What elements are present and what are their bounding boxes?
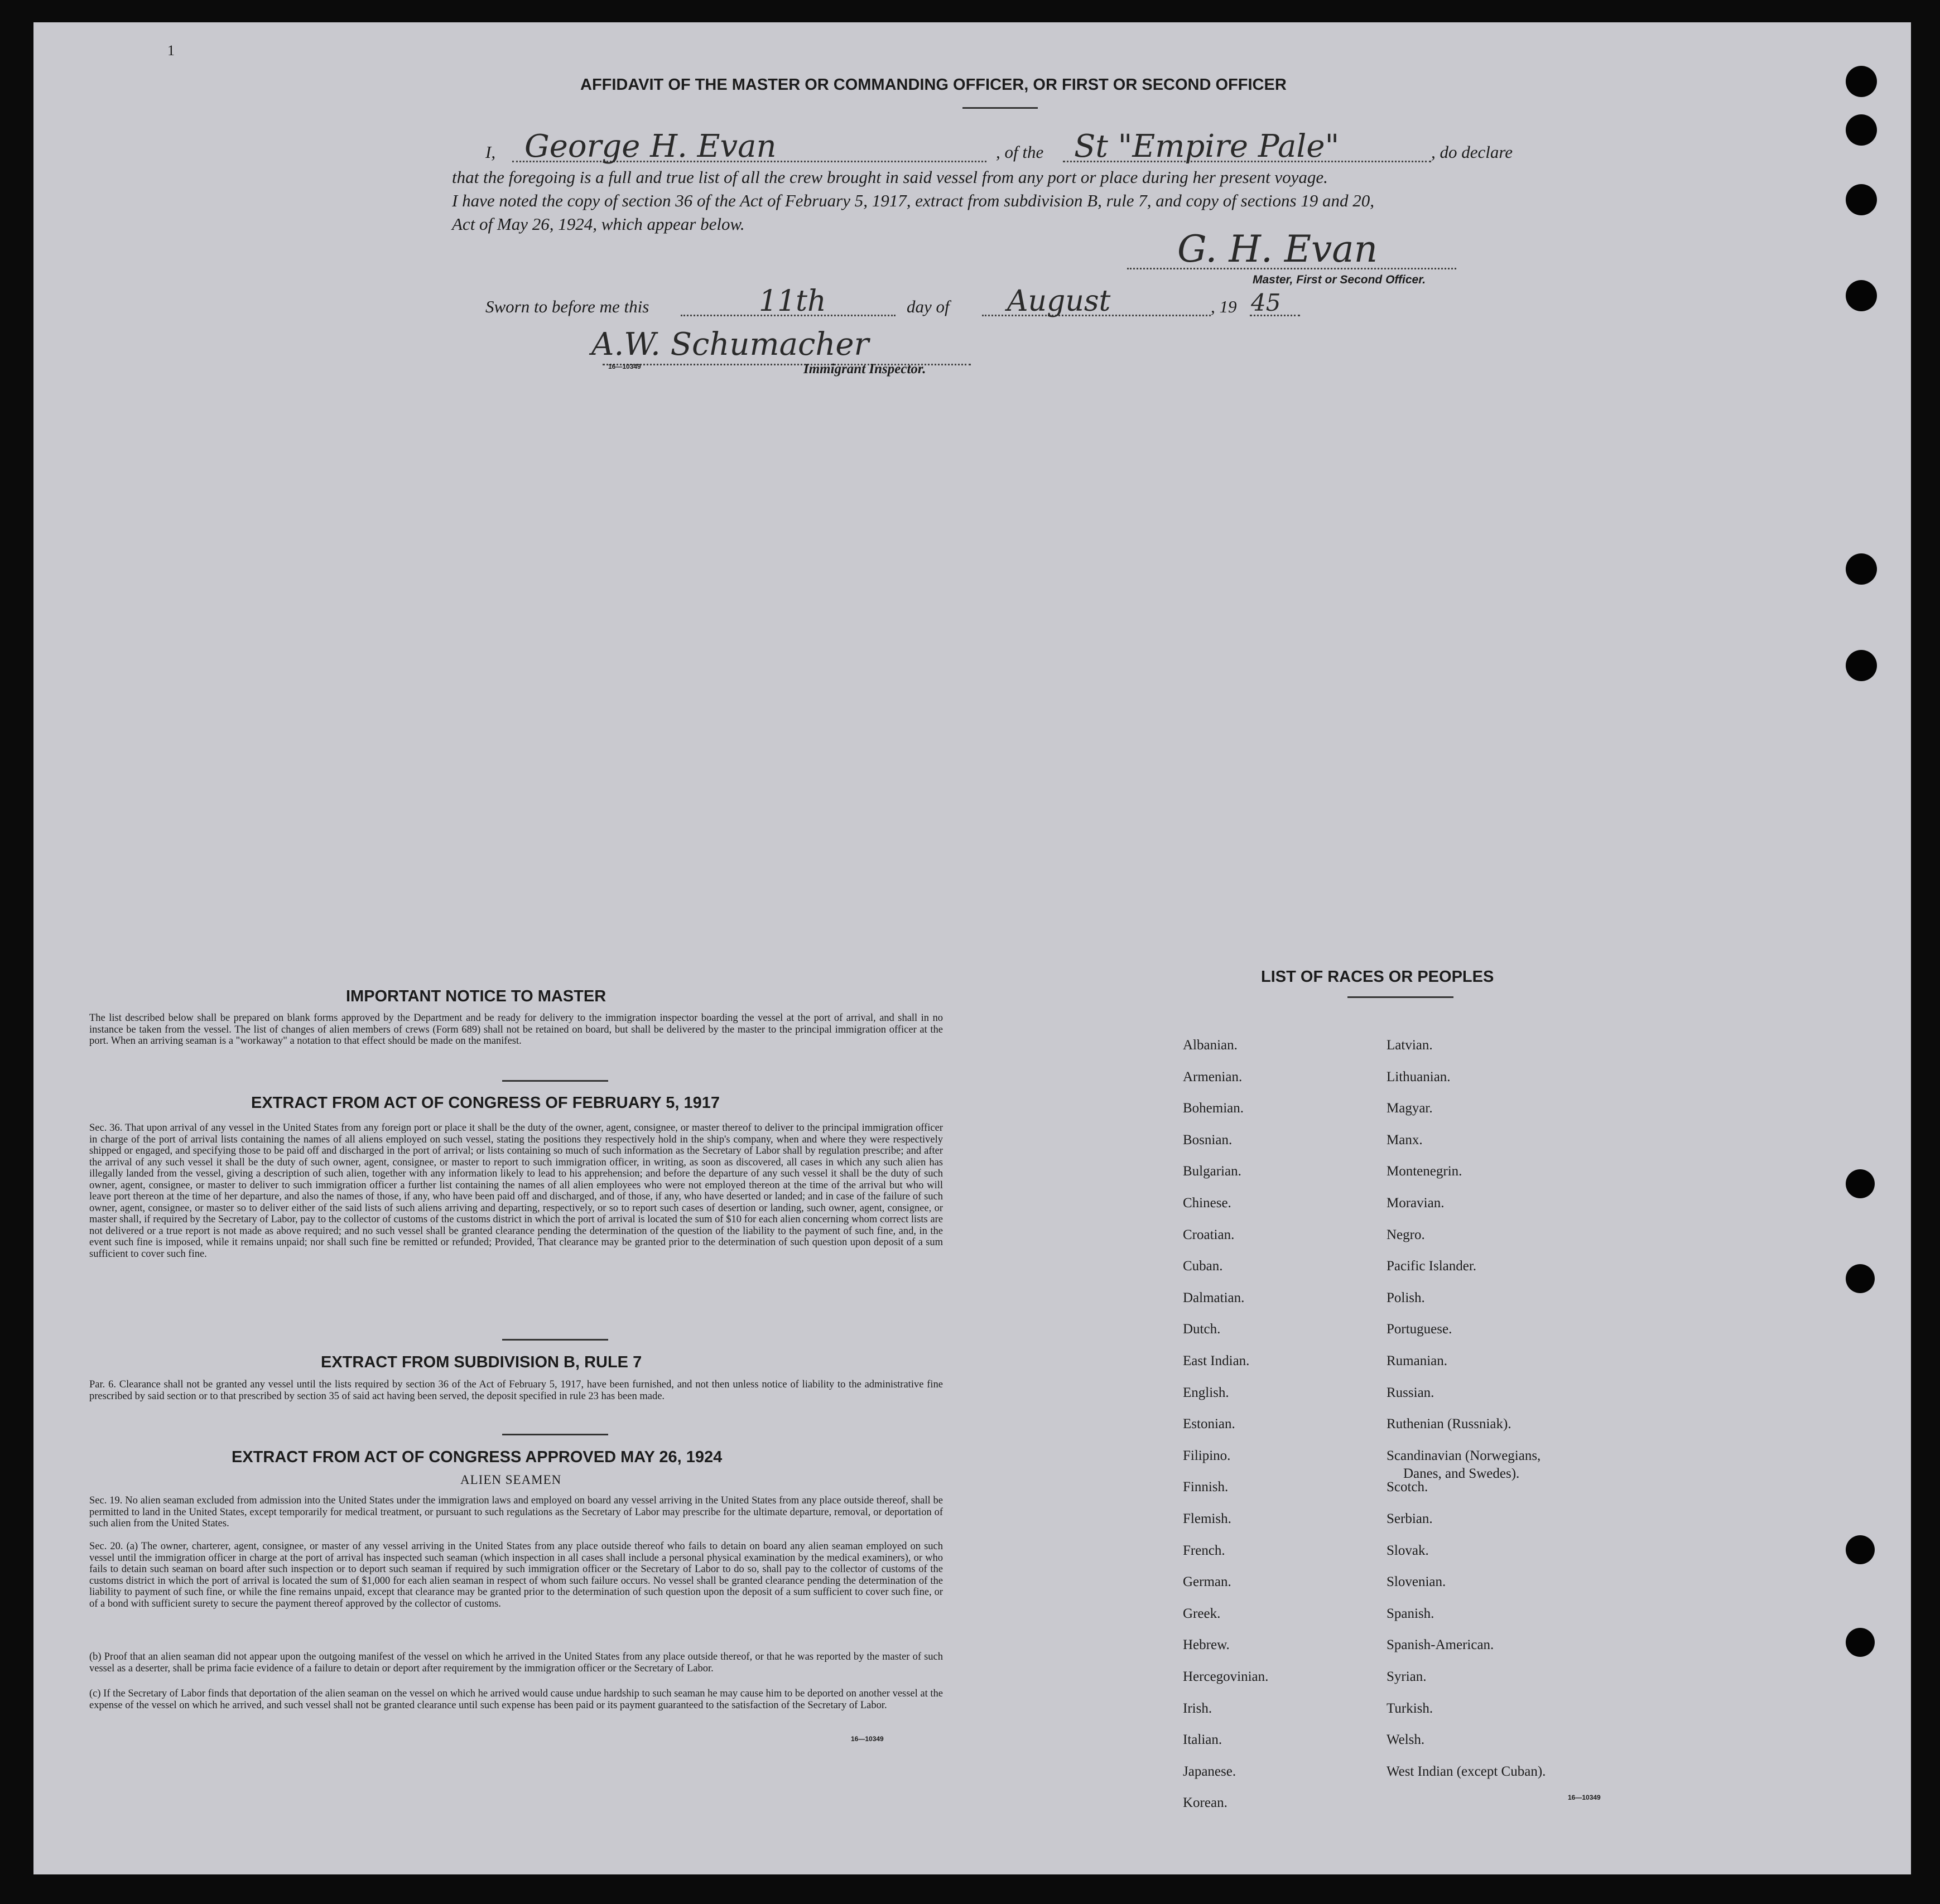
extract-1924-form-number: 16—10349 (851, 1735, 884, 1743)
extract-1924-subtitle: ALIEN SEAMEN (460, 1473, 562, 1487)
i-label: I, (485, 142, 496, 162)
notice-text: The list described below shall be prepared on blank forms approved by the Department and be ready for delivery to the immigration inspector boarding the vessel at the port of arrival, and shall in no instance be taken from the vessel. The list of changes of alien members of crews (Form 689) shall not be retained on board, but shall be delivered by the master to the principal immigration officer at the port. When an arriving seaman is a "workaway" a notation to that effect should be made on the manifest. (89, 1013, 943, 1047)
manifest-sheet (33, 22, 1911, 1874)
race-item: Hebrew. (1183, 1637, 1230, 1653)
affidavit-line-4: Act of May 26, 1924, which appear below. (452, 214, 745, 234)
master-label: Master, First or Second Officer. (1253, 273, 1426, 286)
extract-1924-sec20a: Sec. 20. (a) The owner, charterer, agent, consignee, or master of any vessel arriving in the United States from any place outside thereof who fails to detain on board any alien seaman employed on such vessel until the immigration officer in charge at the port of arrival has inspected such seaman (which inspection in all cases shall include a personal physical examination by the medical examiners), or who fails to detain such seaman on board after such inspection or to deport such seaman if required by such immigration officer or the Secretary of Labor to do so, shall pay to the collector of customs of the customs district in which the port of arrival is located the sum of $1,000 for each alien seaman in respect of whom such failure occurs. No vessel shall be granted clearance pending the determination of the liability to payment of such fine, or while the fine remains unpaid, except that clearance may be granted prior to the determination of such question upon the deposit of a sum sufficient to cover such fine, or of a bond with sufficient surety to secure the payment thereof approved by the collector of customs. (89, 1541, 943, 1609)
of-the-label: , of the (996, 142, 1044, 162)
subdivision-title: EXTRACT FROM SUBDIVISION B, RULE 7 (321, 1353, 642, 1371)
affidavit-title: AFFIDAVIT OF THE MASTER OR COMMANDING OFFICER, OR FIRST OR SECOND OFFICER (580, 76, 1287, 94)
race-item: Danes, and Swedes). (1403, 1466, 1520, 1481)
extract-1917-title: EXTRACT FROM ACT OF CONGRESS OF FEBRUARY 5, 1917 (251, 1094, 720, 1112)
affidavit-form-number: 16—10349 (608, 363, 641, 370)
race-item: Slovenian. (1387, 1574, 1446, 1590)
race-item: Negro. (1387, 1227, 1425, 1242)
sworn-day: 11th (759, 285, 826, 318)
race-item: Latvian. (1387, 1038, 1433, 1053)
race-item: Magyar. (1387, 1101, 1433, 1116)
title-rule (962, 107, 1038, 109)
race-item: Croatian. (1183, 1227, 1235, 1242)
punch-hole (1846, 1264, 1875, 1293)
master-name: George H. Evan (524, 128, 777, 165)
race-item: Spanish-American. (1387, 1637, 1494, 1653)
race-item: Dalmatian. (1183, 1290, 1245, 1305)
race-item: Moravian. (1387, 1196, 1445, 1211)
declare-label: , do declare (1431, 142, 1513, 162)
race-item: Rumanian. (1387, 1353, 1448, 1368)
race-item: Russian. (1387, 1385, 1434, 1400)
race-item: West Indian (except Cuban). (1387, 1763, 1546, 1779)
race-item: Manx. (1387, 1132, 1423, 1148)
punch-hole (1846, 184, 1877, 215)
punch-hole (1846, 114, 1877, 146)
race-item: Scandinavian (Norwegians, (1387, 1448, 1541, 1463)
races-form-number: 16—10349 (1568, 1794, 1601, 1801)
sworn-year: 45 (1251, 289, 1281, 316)
race-item: Lithuanian. (1387, 1069, 1451, 1084)
punch-hole (1846, 280, 1877, 311)
day-of-label: day of (907, 297, 950, 316)
sworn-month: August (1007, 285, 1111, 318)
year-prefix: , 19 (1211, 297, 1237, 316)
inspector-signature: A.W. Schumacher (591, 326, 869, 363)
race-item: English. (1183, 1385, 1229, 1400)
race-item: Hercegovinian. (1183, 1669, 1269, 1684)
race-item: Japanese. (1183, 1763, 1236, 1779)
notice-rule (502, 1080, 608, 1082)
punch-hole (1846, 1628, 1875, 1657)
race-item: Albanian. (1183, 1038, 1238, 1053)
subdivision-text: Par. 6. Clearance shall not be granted any vessel until the lists required by section 36 of the Act of February 5, 1917, have been furnished, and not then unless notice of liability to the administrative fine prescribed by said section or to that prescribed by section 35 of said act having been served, the deposit specified in rule 23 has been made. (89, 1379, 943, 1402)
race-item: Ruthenian (Russniak). (1387, 1416, 1511, 1432)
notice-title: IMPORTANT NOTICE TO MASTER (346, 987, 606, 1005)
race-item: Bohemian. (1183, 1101, 1244, 1116)
extract-1924-sec20b: (b) Proof that an alien seaman did not appear upon the outgoing manifest of the vessel on which he arrived in the United States from any place outside thereof, or that he was reported by the master of such vessel as a deserter, shall be prima facie evidence of a failure to detain or deport after requirement by the immigration officer or the Secretary of Labor. (89, 1651, 943, 1674)
race-item: Slovak. (1387, 1543, 1429, 1558)
race-item: Bosnian. (1183, 1132, 1233, 1148)
page-mark: 1 (167, 42, 175, 59)
punch-hole (1846, 553, 1877, 585)
affidavit-line-3: I have noted the copy of section 36 of the Act of February 5, 1917, extract from subdivision B, rule 7, and copy of sections 19 and 20, (452, 191, 1375, 210)
extract-1924-title: EXTRACT FROM ACT OF CONGRESS APPROVED MAY 26, 1924 (232, 1448, 723, 1466)
extract-1917-rule (502, 1339, 608, 1341)
race-item: Finnish. (1183, 1479, 1229, 1495)
punch-hole (1846, 1169, 1875, 1198)
extract-1924-sec19: Sec. 19. No alien seaman excluded from admission into the United States under the immigration laws and employed on board any vessel arriving in the United States from any place outside thereof, shall be permitted to land in the United States, except temporarily for medical treatment, or pursuant to such regulations as the Secretary of Labor may prescribe for the ultimate departure, removal, or deportation of such alien from the United States. (89, 1495, 943, 1529)
race-item: Korean. (1183, 1795, 1227, 1811)
race-item: Welsh. (1387, 1732, 1425, 1748)
punch-hole (1846, 1535, 1875, 1564)
race-item: Cuban. (1183, 1259, 1223, 1274)
inspector-label: Immigrant Inspector. (803, 361, 926, 377)
races-rule (1347, 996, 1453, 998)
punch-hole (1846, 650, 1877, 681)
extract-1917-text: Sec. 36. That upon arrival of any vessel in the United States from any foreign port or place it shall be the duty of the owner, agent, consignee, or master thereof to deliver to the principal immigration officer in charge of the port of arrival lists containing the names of all aliens employed on such vessel, stating the positions they respectively hold in the ship's company, when and where they were respectively shipped or engaged, and specifying those to be paid off and discharged in the port of arrival; or lists containing so much of such information as the Secretary of Labor shall by regulation prescribe; and after the arrival of any such vessel it shall be the duty of such owner, agent, consignee, or master to report to such immigration officer, in writing, as soon as discovered, all cases in which any such alien has illegally landed from the vessel, giving a description of such alien, together with any information likely to lead to his apprehension; and before the departure of any such vessel it shall be the duty of such owner, agent, consignee, or master to deliver to such immigration officer a further list containing the names of all alien employees who were not employed thereon at the time of the arrival but who will leave port thereon at the time of her departure, and also the names of those, if any, who have been paid off and discharged, and of those, if any, who have deserted or landed; and in case of the failure of such owner, agent, consignee, or master so to deliver either of the said lists of such aliens arriving and departing, respectively, or so to report such cases of desertion or landing, such owner, agent, consignee, or master shall, if required by the Secretary of Labor, pay to the collector of customs of the customs district in which the port of arrival is located the sum of $10 for each alien concerning whom correct lists are not delivered or a true report is not made as above required; and no such vessel shall be granted clearance pending the determination of the question of the liability to the payment of such fine, and, in the event such fine is imposed, while it remains unpaid; nor shall such fine be remitted or refunded; Provided, That clearance may be granted prior to the determination of such question upon deposit of a sum sufficient to cover such fine. (89, 1122, 943, 1260)
race-item: Polish. (1387, 1290, 1425, 1305)
vessel-name: St "Empire Pale" (1074, 128, 1340, 165)
race-item: French. (1183, 1543, 1225, 1558)
race-item: Pacific Islander. (1387, 1259, 1477, 1274)
race-item: East Indian. (1183, 1353, 1250, 1368)
extract-1924-sec20c: (c) If the Secretary of Labor finds that deportation of the alien seaman on the vessel on which he arrived would cause undue hardship to such seaman he may cause him to be deported on another vessel at the expense of the vessel on which he arrived, and such vessel shall not be granted clearance until such expense has been paid or its payment guaranteed to the satisfaction of the Secretary of Labor. (89, 1688, 943, 1711)
race-item: Spanish. (1387, 1606, 1434, 1621)
race-item: Turkish. (1387, 1700, 1433, 1716)
race-item: Italian. (1183, 1732, 1222, 1748)
race-item: Montenegrin. (1387, 1164, 1462, 1179)
race-item: Serbian. (1387, 1511, 1433, 1526)
race-item: Bulgarian. (1183, 1164, 1241, 1179)
race-item: Portuguese. (1387, 1322, 1452, 1337)
race-item: Greek. (1183, 1606, 1221, 1621)
race-item: Armenian. (1183, 1069, 1243, 1084)
race-item: Dutch. (1183, 1322, 1221, 1337)
punch-hole (1846, 66, 1877, 97)
affidavit-line-2: that the foregoing is a full and true list of all the crew brought in said vessel from any port or place during her present voyage. (452, 167, 1328, 187)
sworn-label: Sworn to before me this (485, 297, 649, 316)
race-item: Estonian. (1183, 1416, 1235, 1432)
race-item: Chinese. (1183, 1196, 1231, 1211)
race-item: German. (1183, 1574, 1231, 1590)
race-item: Syrian. (1387, 1669, 1427, 1684)
race-item: Irish. (1183, 1700, 1212, 1716)
race-item: Flemish. (1183, 1511, 1231, 1526)
races-title: LIST OF RACES OR PEOPLES (1261, 968, 1494, 986)
subdivision-rule (502, 1434, 608, 1435)
race-item: Filipino. (1183, 1448, 1231, 1463)
master-signature: G. H. Evan (1177, 228, 1378, 271)
race-item: Scotch. (1387, 1479, 1428, 1495)
